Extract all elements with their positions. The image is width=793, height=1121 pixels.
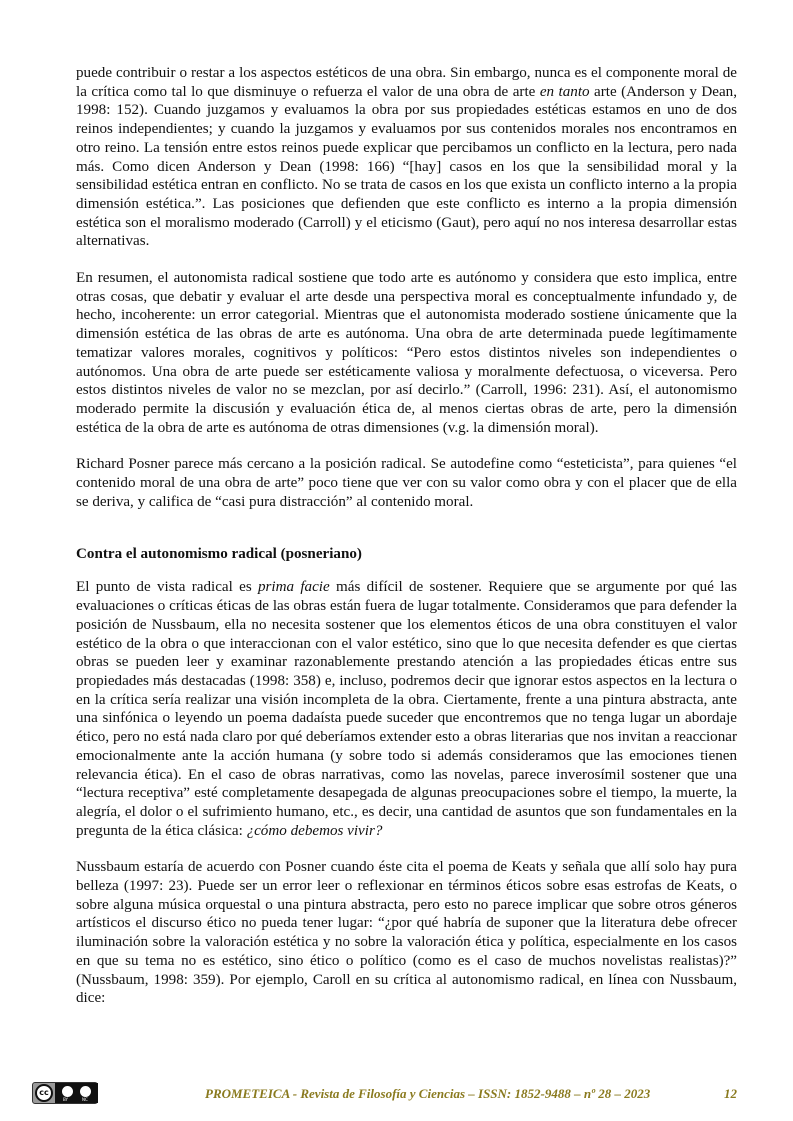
paragraph-2: En resumen, el autonomista radical sostiene que todo arte es autónomo y considera que esto implica, entre otras cosas, que debatir y evaluar el arte desde una perspectiva moral es conceptualmente infundado y, de hecho, incoherente: un error categorial. Mientras que el autonomista moderado sostiene únicamente que la dimensión estética de las obras de arte es autónoma. Una obra de arte determinada puede legítimamente tematizar valores morales, cognitivos y políticos: “Pero estos distintos niveles son independientes o autónomos. Una obra de arte puede ser estéticamente valiosa y moralmente defectuosa, o viceversa. Pero estos distintos niveles de valor no se mezclan, por así decirlo.” (Carroll, 1996: 231). Así, el autonomismo moderado permite la discusión y evaluación ética de, al menos ciertas obras de arte, pero la dimensión estética de la obra de arte es autónoma de otras dimensiones (v.g. la dimensión moral). — [76, 270, 737, 436]
paragraph-4 — [76, 578, 737, 840]
paragraph-1-text-a: puede contribuir o restar a los aspectos estéticos de una obra. Sin embargo, nunca es el componente moral de la crítica como tal lo que disminuye o refuerza el valor de una obra de arte — [76, 65, 737, 100]
paragraph-4-italic-question: ¿cómo debemos vivir? — [246, 822, 383, 839]
page-footer — [0, 1082, 793, 1112]
paragraph-4-text-c: más difícil de sostener. Requiere que se argumente por qué las evaluaciones o críticas éticas de las obras están fuera de lugar totalmente. Consideramos que para defender la posición de Nussbaum, ella no necesita sostener que los elementos éticos de una obra constituyen el valor estético de la obra o que interaccionan con el valor estético, sino que lo que necesita defender es que ciertas obras se pueden leer y examinar razonablemente prestando atención a las propiedades éticas entre sus propiedades más destacadas (1998: 358) e, incluso, podremos decir que ignorar estos aspectos en la lectura o en la crítica sería realizar una visión incompleta de la obra. Ciertamente, frente a una pintura abstracta, ante una sinfónica o leyendo un poema dadaísta puede suceder que encontremos que no tenga lugar un abordaje ético, pero no está nada claro por qué deberíamos extender esto a obras literarias que nos invitan a reaccionar emocionalmente ante la acción humana (y sobre todo si además consideramos que las emociones tienen relevancia ética). En el caso de obras narrativas, como las novelas, parece inverosímil sostener que una “lectura receptiva” esté completamente desapegada de algunas preocupaciones sobre el tiempo, la muerte, la alegría, el dolor o el sufrimiento humano, etc., es decir, una cantidad de asuntos que son fundamentales en la pregunta de la ética clásica: — [76, 579, 737, 839]
section-heading: Contra el autonomismo radical (posneriano) — [76, 546, 362, 563]
page-body — [76, 64, 737, 1026]
paragraph-3: Richard Posner parece más cercano a la posición radical. Se autodefine como “esteticista”, para quienes “el contenido moral de una obra de arte” poco tiene que ver con su valor como obra y con el placer que de ella se deriva, y califica de “casi pura distracción” al contenido moral. — [76, 456, 737, 510]
journal-citation: PROMETEICA - Revista de Filosofía y Ciencias – ISSN: 1852-9488 – nº 28 – 2023 — [205, 1086, 651, 1101]
cc-by-nc-icon[interactable] — [32, 1082, 98, 1104]
paragraph-1 — [76, 64, 737, 251]
paragraph-4-italic-prima-facie: prima facie — [258, 579, 330, 596]
cc-icon: cc — [35, 1084, 53, 1102]
by-label: BY — [63, 1097, 68, 1102]
paragraph-5: Nussbaum estaría de acuerdo con Posner cuando éste cita el poema de Keats y señala que allí solo hay pura belleza (1997: 23). Puede ser un error leer o reflexionar en términos éticos sobre esas estrofas de Keats, o sobre alguna música orquestal o una pintura abstracta, pero esto no parece implicar que sobre otros géneros artísticos el discurso ético no pueda tener lugar: “¿por qué habría de suponer que la literatura debe ofrecer iluminación sobre la valoración estética y no sobre la valoración ética y política, especialmente en los casos en que su tema no es estético, sino ético o político (como es el caso de muchos novelistas realistas)?” (Nussbaum, 1998: 359). Por ejemplo, Caroll en su crítica al autonomismo radical, en línea con Nussbaum, dice: — [76, 859, 737, 1007]
nc-label: NC — [82, 1097, 88, 1102]
page-number: 12 — [724, 1086, 737, 1101]
paragraph-4-text-a: El punto de vista radical es — [76, 579, 258, 596]
paragraph-1-italic: en tanto — [539, 83, 590, 100]
paragraph-1-text-c: arte (Anderson y Dean, 1998: 152). Cuando juzgamos y evaluamos la obra por sus propiedades estéticas estamos en uno de dos reinos independientes; y cuando la juzgamos y evaluamos por sus contenidos morales nos encontramos en otro reino. La tensión entre estos reinos puede explicar que percibamos un conflicto en la lectura, pero nada más. Como dicen Anderson y Dean (1998: 166) “[hay] casos en los que la sensibilidad moral y la sensibilidad estética entran en conflicto. No se trata de casos en los que exista un conflicto interno a la propia dimensión estética.”. Las posiciones que defienden que este conflicto es interno a la propia dimensión estética son el moralismo moderado (Carroll) y el eticismo (Gaut), pero aquí no nos interesa desarrollar estas alternativas. — [76, 83, 737, 250]
